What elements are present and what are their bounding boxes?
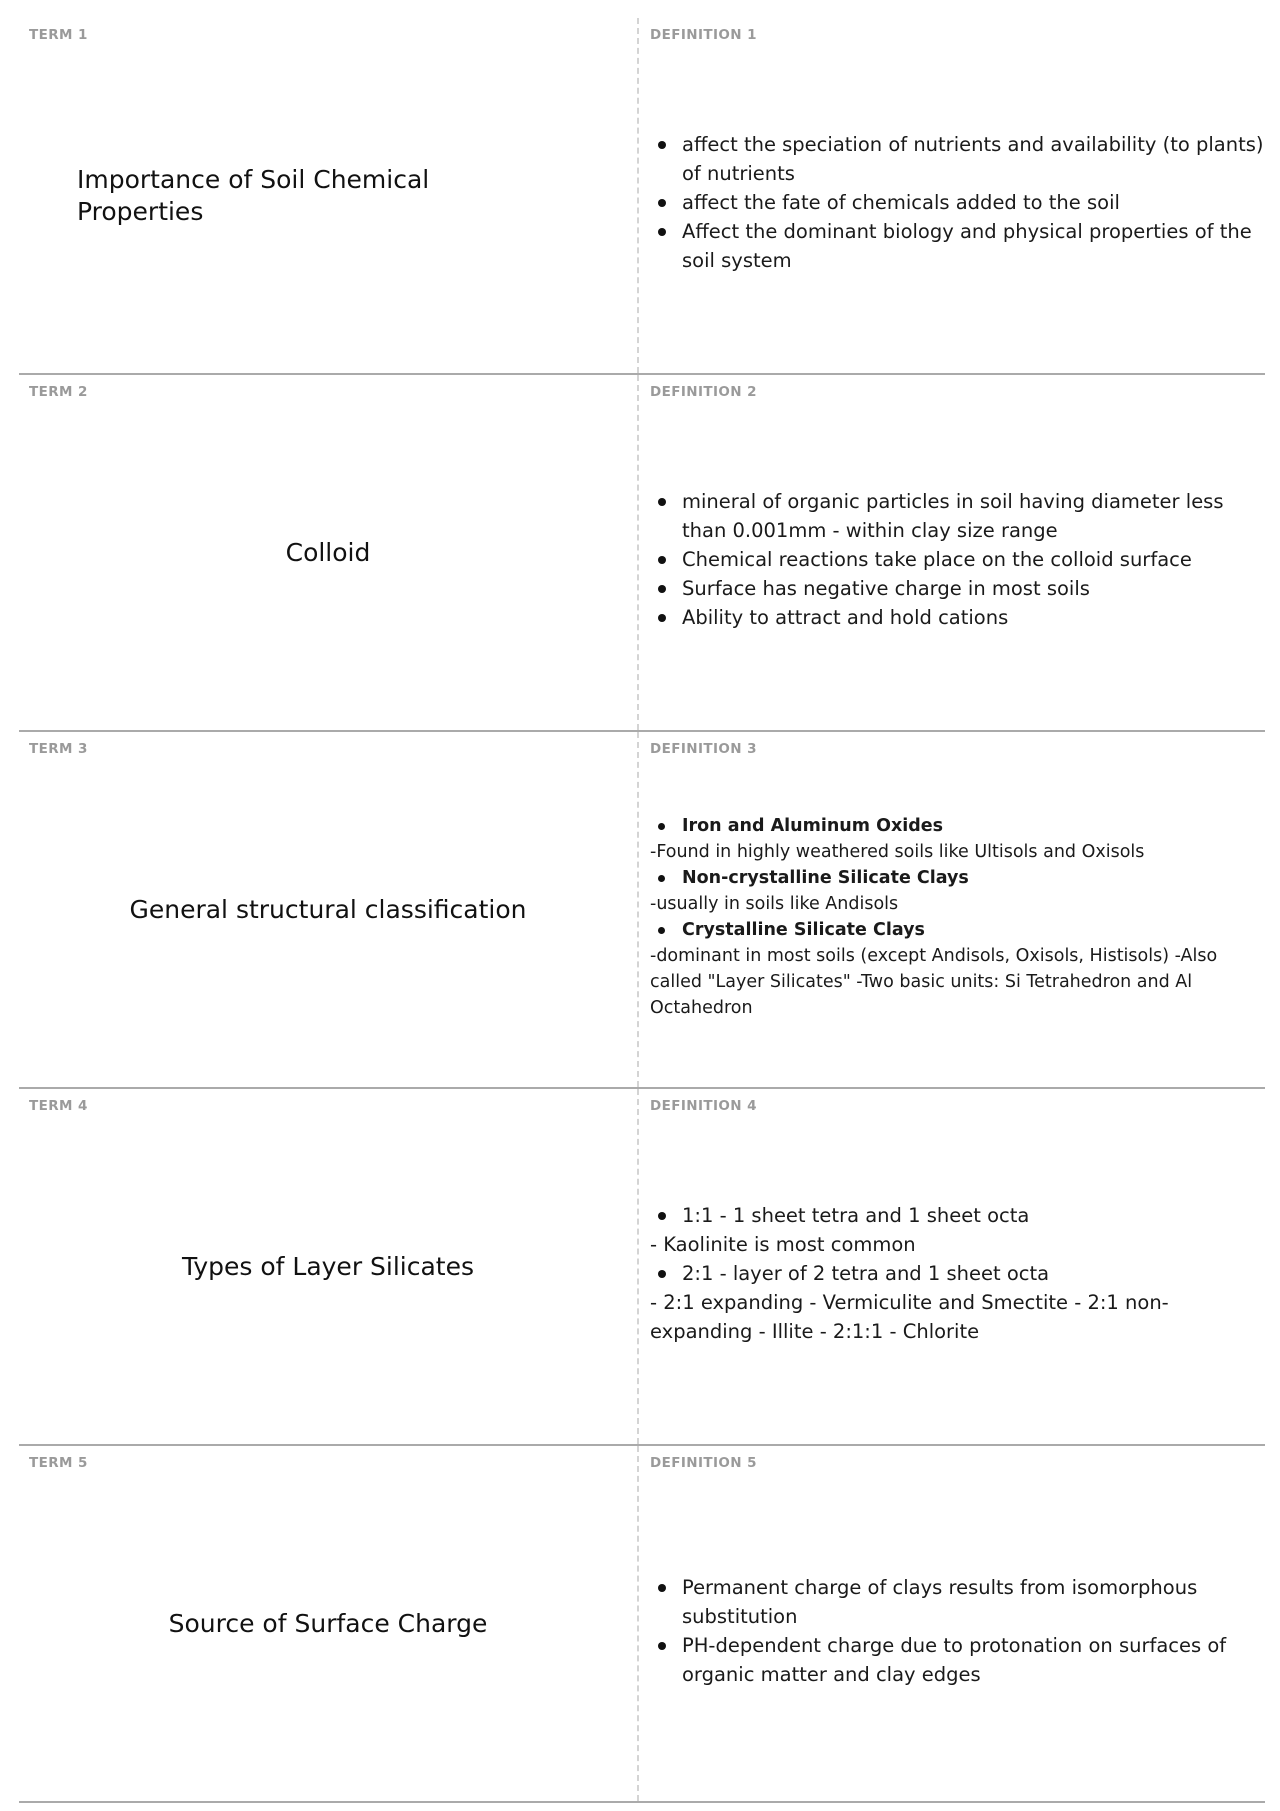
term-label: TERM 5 [29, 1455, 88, 1471]
term-label: TERM 4 [29, 1098, 88, 1114]
definition-bullet: affect the fate of chemicals added to the soil [650, 188, 1265, 217]
definition-cell [639, 18, 1265, 373]
definition-body [650, 375, 1265, 730]
definition-body [650, 732, 1265, 1087]
definition-label: DEFINITION 4 [650, 1098, 757, 1114]
term-text-wrap [19, 375, 637, 730]
definition-heading: Crystalline Silicate Clays [650, 917, 1265, 943]
definition-text: -usually in soils like Andisols [650, 893, 899, 914]
term-text-wrap [19, 1446, 637, 1801]
definition-text: -dominant in most soils (except Andisols, Oxisols, Histisols) -Also called "Layer Silicates" -Two basic units: Si Tetrahedron and Al Octahedron [650, 945, 1218, 1018]
definition-text: - Kaolinite is most common [650, 1233, 916, 1256]
term-text: Colloid [285, 537, 371, 567]
definition-label: DEFINITION 1 [650, 27, 757, 43]
definition-body [650, 18, 1265, 373]
definition-bullet: affect the speciation of nutrients and availability (to plants) of nutrients [650, 130, 1265, 188]
definition-heading: Iron and Aluminum Oxides [650, 813, 1265, 839]
term-text: Importance of Soil Chemical Properties [77, 164, 430, 226]
definition-bullet: Permanent charge of clays results from isomorphous substitution [650, 1573, 1265, 1631]
term-cell [19, 1446, 639, 1801]
definition-text: - 2:1 expanding - Vermiculite and Smectite - 2:1 non-expanding - Illite - 2:1:1 - Chlorite [650, 1291, 1169, 1343]
definition-body [650, 1446, 1265, 1801]
definition-text: -Found in highly weathered soils like Ultisols and Oxisols [650, 841, 1145, 862]
definition-cell [639, 732, 1265, 1087]
term-text: Types of Layer Silicates [181, 1251, 475, 1281]
definition-bullet: Affect the dominant biology and physical properties of the soil system [650, 217, 1265, 275]
term-cell [19, 18, 639, 373]
flashcard-5 [19, 1446, 1265, 1803]
term-label: TERM 1 [29, 27, 88, 43]
term-cell [19, 375, 639, 730]
definition-list [650, 1573, 1265, 1689]
definition-bullet: Chemical reactions take place on the colloid surface [650, 545, 1265, 574]
flashcard-2 [19, 375, 1265, 732]
term-cell [19, 1089, 639, 1444]
definition-bullet: Surface has negative charge in most soils [650, 574, 1265, 603]
definition-label: DEFINITION 3 [650, 741, 757, 757]
term-text-wrap [19, 732, 637, 1087]
definition-label: DEFINITION 5 [650, 1455, 757, 1471]
definition-list [650, 130, 1265, 275]
definition-list [650, 487, 1265, 632]
definition-cell [639, 1446, 1265, 1801]
flashcard-sheet [19, 18, 1265, 1803]
definition-bullet: 2:1 - layer of 2 tetra and 1 sheet octa [650, 1259, 1265, 1288]
flashcard-3 [19, 732, 1265, 1089]
term-label: TERM 2 [29, 384, 88, 400]
definition-heading: Non-crystalline Silicate Clays [650, 865, 1265, 891]
term-text: General structural classification [129, 894, 527, 924]
term-text-wrap [19, 18, 637, 373]
definition-bullet: mineral of organic particles in soil having diameter less than 0.001mm - within clay size range [650, 487, 1265, 545]
definition-cell [639, 375, 1265, 730]
flashcard-4 [19, 1089, 1265, 1446]
definition-cell [639, 1089, 1265, 1444]
flashcard-1 [19, 18, 1265, 375]
definition-label: DEFINITION 2 [650, 384, 757, 400]
term-text-wrap [19, 1089, 637, 1444]
definition-body [650, 1089, 1265, 1444]
definition-bullet: 1:1 - 1 sheet tetra and 1 sheet octa [650, 1201, 1265, 1230]
term-cell [19, 732, 639, 1087]
definition-bullet: Ability to attract and hold cations [650, 603, 1265, 632]
term-text: Source of Surface Charge [168, 1608, 488, 1638]
term-label: TERM 3 [29, 741, 88, 757]
definition-bullet: PH-dependent charge due to protonation on surfaces of organic matter and clay edges [650, 1631, 1265, 1689]
